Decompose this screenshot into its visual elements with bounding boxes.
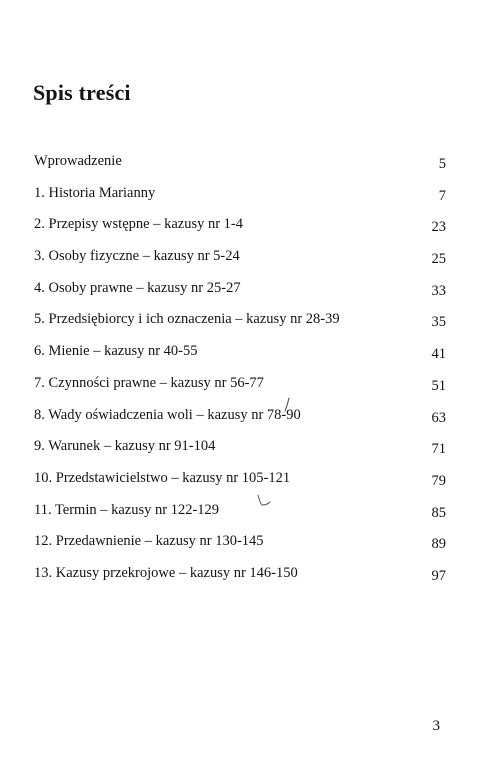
pencil-check-mark [256,494,272,508]
toc-entry-page: 5 [438,156,446,172]
toc-entry-page: 89 [431,536,446,553]
toc-entry [34,406,446,438]
toc-entry-page: 33 [431,282,446,299]
toc-entry-title: 2. Przepisy wstępne – kazusy nr 1-4 [34,216,243,233]
table-of-contents [34,152,446,596]
toc-entry-title: 10. Przedstawicielstwo – kazusy nr 105-121 [34,469,291,486]
toc-entry-page: 23 [431,219,446,236]
toc-entry-title: 5. Przedsiębiorcy i ich oznaczenia – kazusy nr 28-39 [34,311,340,328]
toc-entry [34,184,446,216]
toc-entry-title: 4. Osoby prawne – kazusy nr 25-27 [34,279,241,296]
toc-entry-title: 7. Czynności prawne – kazusy nr 56-77 [34,374,264,391]
toc-entry-title: 12. Przedawnienie – kazusy nr 130-145 [34,533,264,550]
toc-entry-page: 63 [431,409,446,426]
toc-entry [34,501,446,533]
toc-entry [34,437,446,469]
toc-entry-page: 25 [431,251,446,268]
toc-entry [34,279,446,311]
toc-entry-page: 71 [431,441,446,458]
toc-entry-page: 41 [431,346,446,363]
toc-entry [34,342,446,374]
toc-entry [34,532,446,564]
toc-entry-page: 7 [438,187,446,204]
toc-entry-page: 35 [431,314,446,331]
toc-entry [34,469,446,501]
toc-entry-title: 9. Warunek – kazusy nr 91-104 [34,438,216,455]
toc-entry-title: 6. Mienie – kazusy nr 40-55 [34,343,198,360]
toc-entry-title: 8. Wady oświadczenia woli – kazusy nr 78-90 [34,406,301,423]
toc-entry [34,215,446,247]
toc-entry-title: 1. Historia Marianny [34,184,156,201]
pencil-tick-mark [283,397,291,413]
toc-entry-title: 3. Osoby fizyczne – kazusy nr 5-24 [34,248,240,265]
toc-entry-title: Wprowadzenie [34,153,122,169]
toc-entry [34,247,446,279]
toc-entry-page: 97 [431,567,446,584]
toc-entry-title: 11. Termin – kazusy nr 122-129 [34,501,220,518]
toc-entry [34,374,446,406]
toc-entry [34,564,446,596]
toc-entry-page: 85 [431,504,446,521]
toc-entry [34,152,446,184]
toc-entry-page: 79 [431,472,446,489]
toc-entry-title: 13. Kazusy przekrojowe – kazusy nr 146-150 [34,564,298,581]
toc-entry [34,310,446,342]
toc-entry-page: 51 [431,377,446,394]
page-number: 3 [432,718,440,734]
page-title: Spis treści [33,80,131,105]
